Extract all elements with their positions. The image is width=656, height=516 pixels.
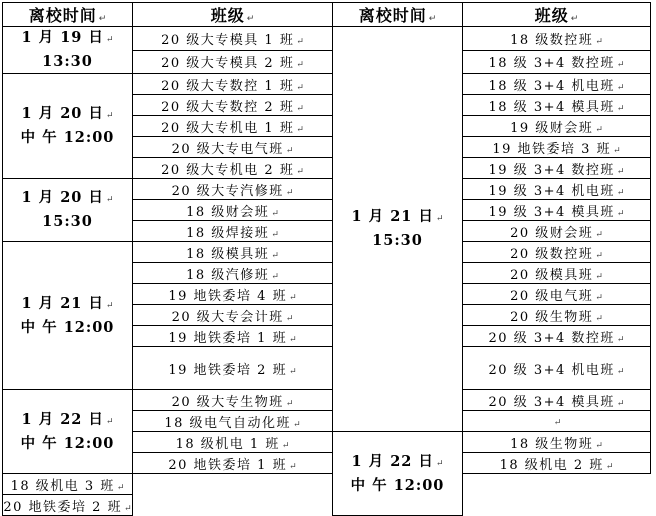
class-name: 19 级 3+4 数控班 <box>488 162 615 178</box>
class-name: 18 级数控班 <box>510 32 594 48</box>
right-class-cell: 18 级机电 2 班 ↵ <box>463 453 651 474</box>
schedule-row <box>3 390 651 411</box>
right-class-cell: 19 级 3+4 数控班 ↵ <box>463 158 651 179</box>
class-name: 20 级 3+4 机电班 <box>488 362 615 378</box>
left-class-cell: 20 级大专会计班 ↵ <box>133 305 333 326</box>
class-name: 20 级生物班 <box>510 309 594 325</box>
right-class-cell: ↵ <box>463 411 651 432</box>
class-name: 18 级财会班 <box>186 204 270 220</box>
departure-date: 1 月 20 日 ↵ <box>21 105 114 122</box>
class-name: 19 地铁委培 1 班 <box>168 330 288 346</box>
class-name: 19 级 3+4 机电班 <box>488 183 615 199</box>
class-name: 18 级模具班 <box>186 246 270 262</box>
departure-clock-time: 15:30 <box>42 213 93 230</box>
class-name: 20 级大专模具 1 班 <box>161 32 295 48</box>
left-class-cell: 20 级大专模具 2 班 ↵ <box>133 50 333 74</box>
left-departure-time-cell <box>3 242 133 390</box>
left-class-cell: 18 级电气自动化班 ↵ <box>133 411 333 432</box>
class-name: 18 级生物班 <box>510 436 594 452</box>
right-class-cell: 20 级 3+4 模具班 ↵ <box>463 390 651 411</box>
left-class-cell: 18 级焊接班 ↵ <box>133 221 333 242</box>
class-name: 20 级模具班 <box>510 267 594 283</box>
class-name: 20 级大专汽修班 <box>171 183 284 199</box>
right-class-cell: 18 级机电 3 班 ↵ <box>3 474 133 495</box>
left-class-cell: 20 级大专生物班 ↵ <box>133 390 333 411</box>
left-class-cell: 20 级大专机电 2 班 ↵ <box>133 158 333 179</box>
left-class-cell: 20 级大专数控 2 班 ↵ <box>133 95 333 116</box>
left-class-cell: 20 级大专汽修班 ↵ <box>133 179 333 200</box>
left-departure-time-cell <box>3 27 133 74</box>
class-name: 18 级汽修班 <box>186 267 270 283</box>
right-class-cell: 20 级 3+4 机电班 ↵ <box>463 347 651 390</box>
class-name: 20 级 3+4 数控班 <box>488 330 615 346</box>
class-name: 18 级机电 1 班 <box>175 436 280 452</box>
right-class-cell: 18 级 3+4 机电班 ↵ <box>463 74 651 95</box>
departure-date: 1 月 20 日 ↵ <box>21 189 114 206</box>
departure-clock-time: 中 午 12:00 <box>350 476 445 494</box>
class-name: 18 级电气自动化班 <box>164 415 292 431</box>
class-name: 19 地铁委培 3 班 <box>492 141 612 157</box>
left-class-cell: 20 地铁委培 1 班 ↵ <box>133 453 333 474</box>
departure-date: 1 月 22 日 ↵ <box>21 410 114 428</box>
class-name: 19 级 3+4 模具班 <box>488 204 615 220</box>
class-name: 18 级 3+4 数控班 <box>488 56 615 72</box>
left-departure-time-cell <box>3 179 133 242</box>
class-name: 19 地铁委培 4 班 <box>168 288 288 304</box>
right-class-cell: 18 级数控班 ↵ <box>463 27 651 51</box>
right-class-cell: 20 级财会班 ↵ <box>463 221 651 242</box>
schedule-row <box>3 74 651 95</box>
right-class-cell: 20 级模具班 ↵ <box>463 263 651 284</box>
header-departure-time-right: 离校时间 ↵ <box>333 3 463 27</box>
right-class-cell: 20 级电气班 ↵ <box>463 284 651 305</box>
class-name: 20 级大专电气班 <box>171 141 284 157</box>
left-class-cell: 20 级大专数控 1 班 ↵ <box>133 74 333 95</box>
departure-clock-time: 中 午 12:00 <box>20 434 115 452</box>
class-name: 20 地铁委培 2 班 <box>3 499 123 515</box>
schedule-row <box>3 474 651 495</box>
class-name: 20 级电气班 <box>510 288 594 304</box>
right-class-cell: 18 级 3+4 模具班 ↵ <box>463 95 651 116</box>
header-departure-time-left: 离校时间 ↵ <box>3 3 133 27</box>
right-class-cell: 20 级生物班 ↵ <box>463 305 651 326</box>
left-class-cell: 19 地铁委培 2 班 ↵ <box>133 347 333 390</box>
class-name: 18 级 3+4 模具班 <box>488 99 615 115</box>
header-class-left: 班级 ↵ <box>133 3 333 27</box>
class-name: 20 级大专机电 2 班 <box>161 162 295 178</box>
class-name: 20 级大专数控 1 班 <box>161 78 295 94</box>
left-departure-time-cell <box>3 74 133 179</box>
class-name: 19 地铁委培 2 班 <box>168 362 288 378</box>
class-name: 20 级大专生物班 <box>171 394 284 410</box>
class-name: 20 地铁委培 1 班 <box>168 457 288 473</box>
departure-date: 1 月 21 日 ↵ <box>351 208 444 225</box>
left-class-cell: 19 地铁委培 1 班 ↵ <box>133 326 333 347</box>
right-class-cell: 19 地铁委培 3 班 ↵ <box>463 137 651 158</box>
right-class-cell: 18 级 3+4 数控班 ↵ <box>463 50 651 74</box>
right-class-cell: 19 级 3+4 模具班 ↵ <box>463 200 651 221</box>
right-departure-time-cell <box>333 27 463 432</box>
right-class-cell: 18 级生物班 ↵ <box>463 432 651 453</box>
departure-clock-time: 中 午 12:00 <box>20 129 115 146</box>
class-name: 20 级大专会计班 <box>171 309 284 325</box>
class-name: 18 级焊接班 <box>186 225 270 241</box>
departure-clock-time: 15:30 <box>372 232 423 249</box>
left-class-cell: 18 级汽修班 ↵ <box>133 263 333 284</box>
left-class-cell: 19 地铁委培 4 班 ↵ <box>133 284 333 305</box>
class-name: 19 级财会班 <box>510 120 594 136</box>
departure-clock-time: 13:30 <box>42 53 93 70</box>
schedule-table <box>2 2 651 516</box>
header-class-right: 班级 ↵ <box>463 3 651 27</box>
right-class-cell: 20 地铁委培 2 班 ↵ <box>3 495 133 516</box>
right-class-cell: 19 级财会班 ↵ <box>463 116 651 137</box>
class-name: 20 级大专机电 1 班 <box>161 120 295 136</box>
class-name: 20 级财会班 <box>510 225 594 241</box>
left-class-cell: 18 级模具班 ↵ <box>133 242 333 263</box>
left-departure-time-cell <box>3 390 133 474</box>
right-class-cell: 19 级 3+4 机电班 ↵ <box>463 179 651 200</box>
left-class-cell: 18 级财会班 ↵ <box>133 200 333 221</box>
departure-date: 1 月 21 日 ↵ <box>21 294 114 312</box>
schedule-row <box>3 179 651 200</box>
class-name: 18 级 3+4 机电班 <box>488 78 615 94</box>
departure-date: 1 月 22 日 ↵ <box>351 452 444 470</box>
schedule-row <box>3 242 651 263</box>
right-departure-time-cell <box>333 432 463 516</box>
departure-clock-time: 中 午 12:00 <box>20 318 115 336</box>
left-class-cell: 20 级大专机电 1 班 ↵ <box>133 116 333 137</box>
left-class-cell: 20 级大专电气班 ↵ <box>133 137 333 158</box>
class-name: 20 级数控班 <box>510 246 594 262</box>
class-name: 20 级 3+4 模具班 <box>488 394 615 410</box>
class-name: 18 级机电 3 班 <box>10 478 115 494</box>
header-row <box>3 3 651 27</box>
right-class-cell: 20 级 3+4 数控班 ↵ <box>463 326 651 347</box>
left-class-cell: 18 级机电 1 班 ↵ <box>133 432 333 453</box>
class-name: 20 级大专模具 2 班 <box>161 56 295 72</box>
departure-date: 1 月 19 日 ↵ <box>21 29 114 46</box>
left-class-cell: 20 级大专模具 1 班 ↵ <box>133 27 333 51</box>
schedule-row <box>3 27 651 51</box>
class-name: 20 级大专数控 2 班 <box>161 99 295 115</box>
class-name: 18 级机电 2 班 <box>499 457 604 473</box>
right-class-cell: 20 级数控班 ↵ <box>463 242 651 263</box>
